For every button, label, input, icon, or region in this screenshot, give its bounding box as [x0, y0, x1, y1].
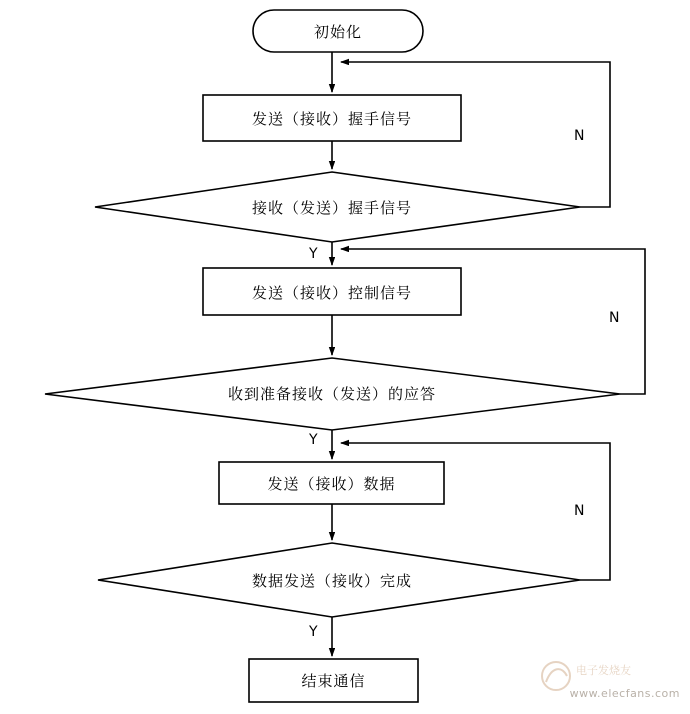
node-end-shape	[249, 659, 418, 702]
node-dec2-shape	[45, 358, 620, 430]
svg-text:电子发烧友: 电子发烧友	[576, 664, 631, 677]
node-dec2-label: 收到准备接收（发送）的应答	[227, 385, 436, 403]
edge-label-dec1-yes: Y	[309, 246, 318, 262]
node-start-shape	[253, 10, 423, 52]
node-proc1-shape	[203, 95, 461, 141]
node-dec3-shape	[98, 543, 580, 617]
node-dec3-label: 数据发送（接收）完成	[251, 572, 412, 590]
node-proc3-shape	[219, 462, 444, 504]
node-dec1-label: 接收（发送）握手信号	[251, 199, 412, 217]
node-proc2-shape	[203, 268, 461, 315]
edge-label-dec1-no: N	[574, 128, 585, 144]
edge-label-dec3-no: N	[574, 503, 585, 519]
edge-label-dec2-yes: Y	[309, 432, 318, 448]
node-end-label: 结束通信	[301, 672, 366, 690]
node-start-label: 初始化	[313, 23, 362, 41]
watermark-text: www.elecfans.com	[569, 687, 680, 700]
node-dec1-shape	[95, 172, 580, 242]
node-proc1-label: 发送（接收）握手信号	[251, 110, 412, 128]
node-proc2-label: 发送（接收）控制信号	[251, 284, 412, 302]
node-proc3-label: 发送（接收）数据	[267, 475, 396, 493]
edge-label-dec3-yes: Y	[309, 624, 318, 640]
edge-label-dec2-no: N	[609, 310, 620, 326]
